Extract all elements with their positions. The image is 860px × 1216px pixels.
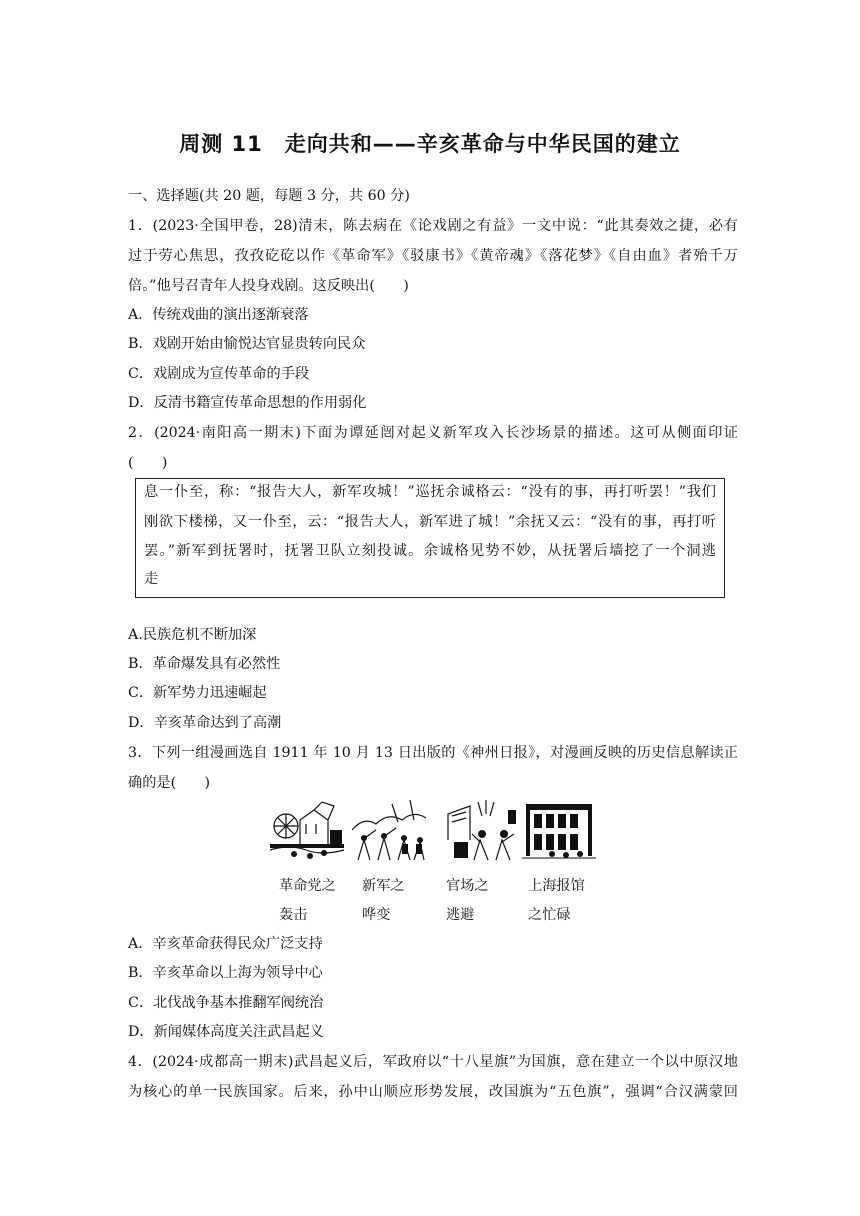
section-heading: 一、选择题(共 20 题，每题 3 分，共 60 分): [128, 188, 410, 204]
q3-option-b: B．辛亥革命以上海为领导中心: [128, 965, 323, 981]
q2-stem-line: ( ): [128, 455, 168, 471]
caption-1-line-1: 革命党之: [279, 878, 336, 894]
q2-quote-line: 息一仆至，称：“报告大人，新军攻城！”巡抚余诚格云：“没有的事，再打听罢！”我们: [144, 484, 716, 500]
q3-option-a: A．辛亥革命获得民众广泛支持: [128, 936, 323, 952]
q2-quote-line: 刚欲下楼梯，又一仆至，云：“报告大人，新军进了城！”余抚又云：“没有的事，再打听: [144, 514, 716, 530]
q1-option-d: D．反清书籍宣传革命思想的作用弱化: [128, 395, 367, 411]
q3-option-c: C．北伐战争基本推翻军阀统治: [128, 995, 324, 1011]
cartoon-shanghai-newspaper-busy: [522, 800, 596, 862]
q1-option-a: A．传统戏曲的演出逐渐衰落: [128, 307, 309, 323]
caption-4-line-1: 上海报馆: [528, 878, 585, 894]
caption-2-line-1: 新军之: [362, 878, 405, 894]
q1-stem-line: 倍。”他号召青年人投身戏剧。这反映出( ): [128, 278, 409, 294]
q2-option-d: D．辛亥革命达到了高潮: [128, 715, 282, 731]
q4-stem-line: 为核心的单一民族国家。后来，孙中山顺应形势发展，改国旗为“五色旗”，强调“合汉满蒙回: [128, 1084, 738, 1100]
page-title: 周测 11 走向共和——辛亥革命与中华民国的建立: [179, 132, 681, 156]
q2-option-b: B．革命爆发具有必然性: [128, 656, 281, 672]
q3-stem-line: 3．下列一组漫画选自 1911 年 10 月 13 日出版的《神州日报》，对漫画反映的历史信息解读正: [128, 745, 738, 761]
caption-3-line-2: 逃避: [446, 907, 475, 923]
q2-quote-line: 走: [144, 571, 159, 587]
cartoon-new-army-mutiny: [352, 800, 426, 862]
q1-stem-line: 过于劳心焦思，孜孜矻矻以作《革命军》《驳康书》《黄帝魂》《落花梦》《自由血》者殆千万: [128, 248, 738, 264]
caption-1-line-2: 轰击: [279, 907, 308, 923]
q1-stem-line: 1．(2023·全国甲卷，28)清末，陈去病在《论戏剧之有益》一文中说：“此其奏效之捷，必有: [128, 218, 738, 234]
q1-option-c: C．戏剧成为宣传革命的手段: [128, 366, 310, 382]
q2-quote-line: 罢。”新军到抚署时，抚署卫队立刻投诚。余诚格见势不妙，从抚署后墙挖了一个洞逃: [144, 543, 716, 559]
q3-stem-line: 确的是( ): [128, 775, 211, 791]
caption-2-line-2: 哗变: [362, 907, 391, 923]
q4-stem-line: 4．(2024·成都高一期末)武昌起义后，军政府以“十八星旗”为国旗，意在建立一个以中原汉地: [128, 1054, 738, 1070]
q3-option-d: D．新闻媒体高度关注武昌起义: [128, 1024, 324, 1040]
q2-option-c: C．新军势力迅速崛起: [128, 685, 267, 701]
cartoon-revolutionaries-bombard: [270, 800, 344, 862]
cartoon-officials-flee: [444, 800, 518, 862]
q2-option-a: A.民族危机不断加深: [128, 627, 257, 643]
q1-option-b: B．戏剧开始由愉悦达官显贵转向民众: [128, 336, 366, 352]
caption-3-line-1: 官场之: [446, 878, 489, 894]
caption-4-line-2: 之忙碌: [528, 907, 571, 923]
q2-stem-line: 2．(2024·南阳高一期末)下面为谭延闿对起义新军攻入长沙场景的描述。这可从侧面印证: [128, 425, 738, 441]
